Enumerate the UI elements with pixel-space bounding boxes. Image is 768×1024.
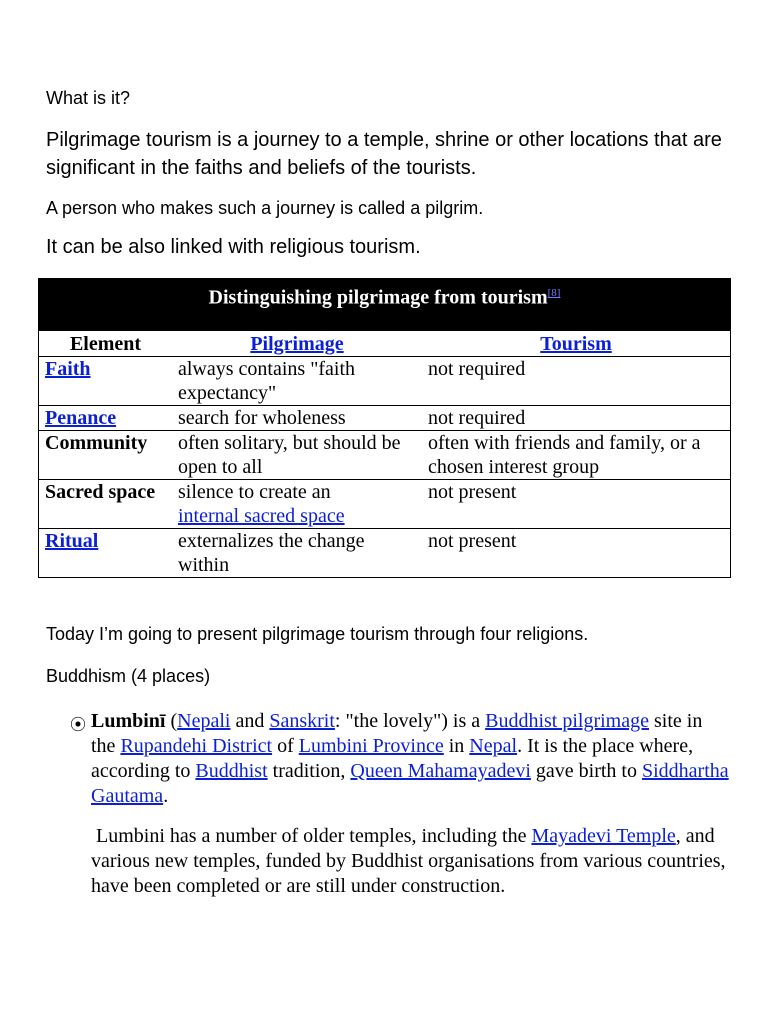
- religious-tourism-note: It can be also linked with religious tourism.: [46, 236, 421, 258]
- pilgrimage-cell: search for wholeness: [172, 406, 422, 431]
- tourism-cell: often with friends and family, or a chosen interest group: [422, 431, 731, 480]
- text: in: [443, 735, 470, 757]
- header-tourism-text[interactable]: Tourism: [540, 333, 612, 355]
- lumbini-paragraph: [91, 709, 731, 809]
- header-pilgrimage-link[interactable]: [172, 331, 422, 357]
- pilgrimage-cell: [172, 480, 422, 529]
- element-ritual-link[interactable]: Ritual: [45, 530, 99, 552]
- tourism-cell: not present: [422, 480, 731, 529]
- table-row: [39, 480, 731, 529]
- table-row: [39, 357, 731, 406]
- intro-paragraph: Pilgrimage tourism is a journey to a temple, shrine or other locations that are significant in the faiths and beliefs of the tourists.: [46, 129, 722, 179]
- element-community: Community: [39, 431, 173, 480]
- pilgrim-definition: A person who makes such a journey is called a pilgrim.: [46, 198, 484, 218]
- header-pilgrimage-text[interactable]: Pilgrimage: [250, 333, 344, 355]
- header-element: Element: [39, 331, 173, 357]
- text: . It is the place where, according to: [91, 735, 694, 782]
- table-row: [39, 406, 731, 431]
- caption-reference-link[interactable]: [8]: [547, 287, 561, 299]
- text: Lumbini has a number of older temples, including the: [91, 825, 532, 847]
- pilgrimage-cell: always contains "faith expectancy": [172, 357, 422, 406]
- text: : "the lovely") is a: [334, 710, 486, 732]
- temples-paragraph: [91, 824, 731, 899]
- queen-mahamayadevi-link[interactable]: Queen Mahamayadevi: [350, 760, 531, 782]
- tourism-cell: not present: [428, 530, 517, 552]
- table-caption: [39, 279, 731, 332]
- text: gave birth to: [530, 760, 642, 782]
- nepali-link[interactable]: Nepali: [177, 710, 231, 732]
- text: , and various new temples, funded by Buddhist organisations from various countries, have been completed or are still under construction.: [91, 825, 726, 897]
- table-header-row: [39, 331, 731, 357]
- rupandehi-district-link[interactable]: Rupandehi District: [120, 735, 273, 757]
- table-row: [39, 431, 731, 480]
- tourism-cell: not required: [422, 406, 731, 431]
- element-sacred-space: Sacred space: [39, 480, 173, 529]
- text: and: [230, 710, 270, 732]
- buddhism-heading: Buddhism (4 places): [46, 666, 211, 686]
- text: (: [165, 710, 178, 732]
- text: .: [163, 785, 169, 807]
- pilgrimage-cell: externalizes the change within: [178, 530, 365, 576]
- buddhist-pilgrimage-link[interactable]: Buddhist pilgrimage: [485, 710, 649, 732]
- section-heading: What is it?: [46, 88, 131, 108]
- text: of: [272, 735, 299, 757]
- text: site in the: [91, 710, 703, 757]
- lumbini-province-link[interactable]: Lumbini Province: [298, 735, 444, 757]
- pilgrimage-cell-text: silence to create an: [178, 481, 331, 503]
- element-faith-link[interactable]: Faith: [45, 358, 91, 380]
- table-caption-row: [39, 279, 731, 332]
- bullet-icon: ⦿: [70, 717, 87, 734]
- lumbini-name: Lumbinī: [91, 710, 166, 732]
- mayadevi-temple-link[interactable]: Mayadevi Temple: [531, 825, 676, 847]
- tourism-cell: not required: [422, 357, 731, 406]
- buddhist-link[interactable]: Buddhist: [195, 760, 268, 782]
- comparison-table: [38, 278, 731, 578]
- header-tourism-link[interactable]: [422, 331, 731, 357]
- element-penance-link[interactable]: Penance: [45, 407, 117, 429]
- internal-sacred-space-link[interactable]: internal sacred space: [178, 505, 345, 527]
- siddhartha-gautama-link[interactable]: Siddhartha Gautama: [91, 760, 729, 807]
- pilgrimage-cell: often solitary, but should be open to all: [172, 431, 422, 480]
- text: tradition,: [267, 760, 351, 782]
- today-intro: Today I’m going to present pilgrimage tourism through four religions.: [46, 624, 589, 644]
- table-row: [39, 529, 731, 578]
- nepal-link[interactable]: Nepal: [469, 735, 518, 757]
- table-caption-text: Distinguishing pilgrimage from tourism: [208, 286, 548, 309]
- sanskrit-link[interactable]: Sanskrit: [269, 710, 335, 732]
